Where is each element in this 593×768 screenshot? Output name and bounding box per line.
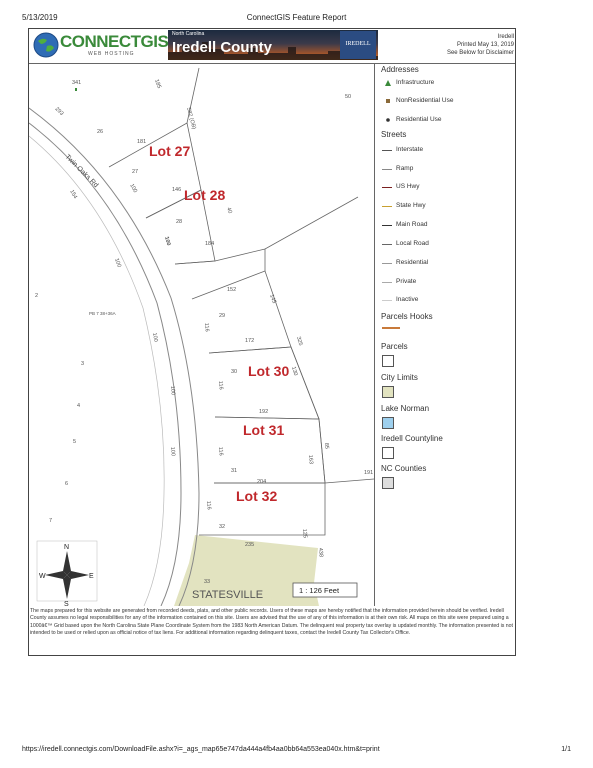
parcel-number: 152 xyxy=(227,287,237,293)
svg-text:W: W xyxy=(39,573,46,580)
parcel-number: 85 xyxy=(323,442,330,450)
parcel-number: 116 xyxy=(203,322,210,332)
county-seal-text: IREDELL xyxy=(345,41,371,47)
parcel-number: 3 xyxy=(81,361,85,367)
parcel-number: 204 xyxy=(257,479,267,485)
parcel-number: 184 xyxy=(205,241,215,247)
parcel-number: 100 xyxy=(169,446,176,457)
parcel-number: 145 xyxy=(268,293,277,305)
footer-page-number: 1/1 xyxy=(561,746,571,753)
legend-interstate: Interstate xyxy=(396,146,424,153)
parcel-number: 28 xyxy=(176,219,183,225)
parcel-number: 181 xyxy=(137,139,147,145)
parcel-number: 293 xyxy=(53,106,65,117)
lot-30-label: Lot 30 xyxy=(248,363,290,379)
parcel-number: 100 xyxy=(169,385,176,396)
parcel-number: 29 xyxy=(219,313,226,319)
map-legend xyxy=(376,63,515,606)
parcel-number: 100 xyxy=(113,257,122,269)
parcel-number: 31 xyxy=(231,468,238,474)
road-edge-far xyxy=(29,136,164,606)
legend-nonresidential: NonResidential Use xyxy=(396,97,454,104)
legend-iredell-countyline: Iredell Countyline xyxy=(381,434,443,443)
parcel-number: 5 xyxy=(73,439,77,445)
parcel-number: 185 xyxy=(153,78,162,90)
square-icon xyxy=(384,97,392,105)
road-edge-inner xyxy=(29,123,181,606)
legend-ramp: Ramp xyxy=(396,165,414,172)
legend-local-road: Local Road xyxy=(396,240,429,247)
legend-state-hwy: State Hwy xyxy=(396,202,426,209)
parcel-number: 438 xyxy=(317,547,324,558)
parcel-number: 172 xyxy=(245,338,255,344)
parcel-number: 100 xyxy=(128,183,139,194)
lot-28-label: Lot 28 xyxy=(184,187,226,203)
parcel-number: 154 xyxy=(68,189,79,200)
connectgis-logo-text: CONNECTGIS xyxy=(60,32,169,51)
parcel-number: 163 xyxy=(307,454,314,465)
parcel-number: 582 (OB) xyxy=(185,106,197,131)
legend-city-limits: City Limits xyxy=(381,373,418,382)
parcel-number: 4 xyxy=(77,403,81,409)
footer-url: https://iredell.connectgis.com/DownloadFile.ashx?i=_ags_map65e747da444a4fb4aa0bb64a553ea040x.htm&t=print xyxy=(22,746,380,753)
svg-text:S: S xyxy=(64,601,69,606)
legend-inactive: Inactive xyxy=(396,296,419,303)
parcel-number: 130 xyxy=(290,365,299,377)
parcel-number: 40 xyxy=(225,206,233,215)
lot-32-label: Lot 32 xyxy=(236,488,278,504)
parcel-number: 100 xyxy=(163,235,172,247)
parcel-number: 235 xyxy=(245,542,255,548)
report-title: ConnectGIS Feature Report xyxy=(246,13,347,22)
parcel-number: 32 xyxy=(219,524,226,530)
legend-residential-use: Residential Use xyxy=(396,116,442,123)
legend-main-road: Main Road xyxy=(396,221,428,228)
legend-private: Private xyxy=(396,278,417,285)
svg-text:N: N xyxy=(64,544,70,551)
header-disclaimer-link: See Below for Disclaimer xyxy=(446,50,514,56)
parcel-number: 116 xyxy=(217,380,224,390)
legend-residential: Residential xyxy=(396,259,429,266)
parcel-number: 125 xyxy=(301,528,308,539)
parcel-number: 146 xyxy=(172,187,182,193)
connectgis-logo-subtext: WEB HOSTING xyxy=(88,51,135,57)
parcel-number: 325 xyxy=(295,335,304,347)
parcel-number: 33 xyxy=(204,579,211,585)
parcel-boundaries xyxy=(109,68,374,535)
parcel-number: 6 xyxy=(65,481,69,487)
parcel-number: 116 xyxy=(217,446,224,456)
legend-parcels: Parcels xyxy=(381,342,408,351)
legend-parcels-hooks: Parcels Hooks xyxy=(381,312,433,321)
parcel-number: 192 xyxy=(259,409,269,415)
banner-state-label: North Carolina xyxy=(172,31,205,37)
parcel-number: 30 xyxy=(231,369,238,375)
banner-county-title: Iredell County xyxy=(172,39,273,56)
print-date: 5/13/2019 xyxy=(22,13,58,22)
parcel-number: 100 xyxy=(151,332,159,343)
city-name-label: STATESVILLE xyxy=(192,589,264,601)
header-printed-date: Printed May 13, 2019 xyxy=(456,42,514,48)
parcel-number: 7 xyxy=(49,518,53,524)
globe-logo-icon xyxy=(33,32,59,58)
parcel-number: 2 xyxy=(35,293,39,299)
legend-nc-counties: NC Counties xyxy=(381,464,427,473)
disclaimer-text: The maps prepared for this website are generated from recorded deeds, plats, and other public records. Users of these maps are hereby notified that the information provided herein should be verified. Iredell County assumes no legal responsibilities for any of the information contained on this site. Users are advised that the use of any of this information is at their own risk. All maps on this site were prepared using a 1000â€™ Grid based upon the North Carolina State Plane Coordinate System from the 1983 North American Datum. The delinquent real property tax overlay is updated monthly. The information presented is not intended to be used or relied upon as official notice of tax liens. For additional information regarding delinquent taxes, contact the Iredell County Tax Collector's Office. xyxy=(30,608,513,637)
triangle-icon xyxy=(384,79,392,87)
legend-infrastructure: Infrastructure xyxy=(396,79,435,86)
legend-us-hwy: US Hwy xyxy=(396,183,420,190)
parcel-map[interactable] xyxy=(29,63,375,606)
road-name-label: Twin Oaks Rd xyxy=(63,153,100,190)
dot-icon xyxy=(384,116,392,124)
parcel-number: 27 xyxy=(132,169,139,175)
scale-bar-label: 1 : 126 Feet xyxy=(299,586,340,595)
parcel-number: 50 xyxy=(345,94,352,100)
legend-addresses-title: Addresses xyxy=(381,65,419,74)
svg-text:E: E xyxy=(89,573,94,580)
compass-rose-icon xyxy=(37,541,97,606)
parcel-number: PB 7 38+36A xyxy=(89,311,116,316)
parcel-number: 116 xyxy=(205,500,212,510)
lot-27-label: Lot 27 xyxy=(149,143,191,159)
header-county: Iredell xyxy=(497,34,514,40)
parcel-number: 341 xyxy=(72,80,82,86)
parcel-number: 26 xyxy=(97,129,104,135)
road-edge-outer xyxy=(29,108,199,606)
lot-31-label: Lot 31 xyxy=(243,422,285,438)
parcel-map-canvas[interactable] xyxy=(29,63,374,606)
legend-streets-title: Streets xyxy=(381,130,407,139)
parcel-number: 191 xyxy=(364,470,374,476)
legend-lake-norman: Lake Norman xyxy=(381,404,430,413)
